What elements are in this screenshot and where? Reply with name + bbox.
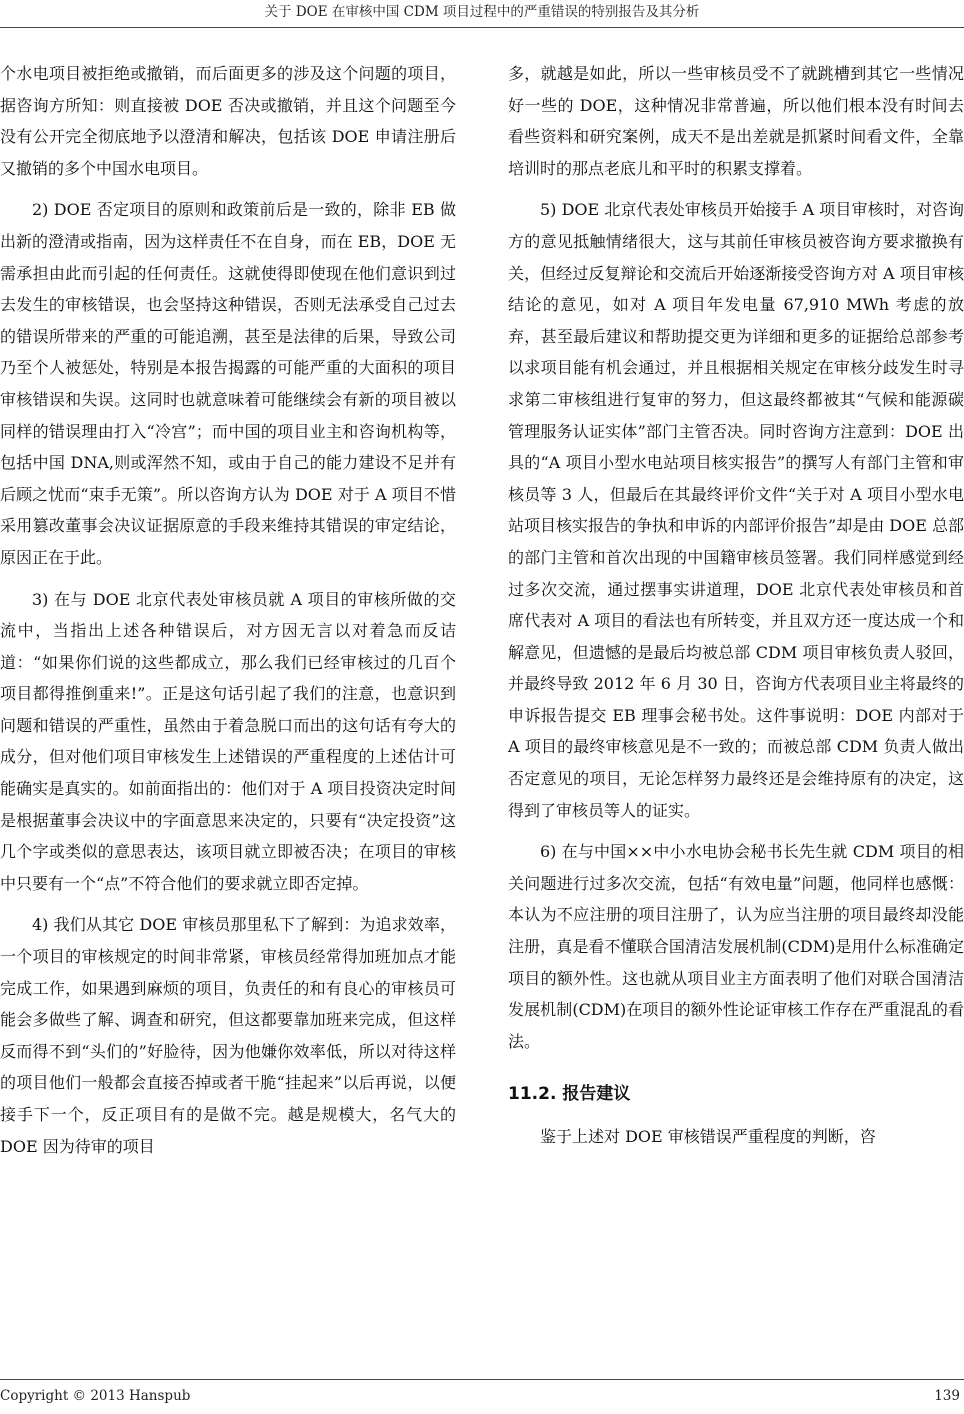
section-number: 11.2. bbox=[508, 1084, 557, 1105]
paragraph-point-5: 5) DOE 北京代表处审核员开始接手 A 项目审核时，对咨询方的意见抵触情绪很大，这与其前任审核员被咨询方要求撤换有关，但经过反复辩论和交流后开始逐渐接受咨询方对 A 项目审核结论的意见，如对 A 项目年发电量 67,910 MWh 考虑的放弃，甚至最后建议和帮助提交更为详细和更多的证据给总部参考以求项目能有机会通过，并且根据相关规定在审核分歧发生时寻求第二审核组进行复审的努力，但这最终都被其“气候和能源碳管理服务认证实体”部门主管否决。同时咨询方注意到：DOE 出具的“A 项目小型水电站项目核实报告”的撰写人有部门主管和审核员等 3 人，但最后在其最终评价文件“关于对 A 项目小型水电站项目核实报告的争执和申诉的内部评价报告”却是由 DOE 总部的部门主管和首次出现的中国籍审核员签署。我们同样感觉到经过多次交流，通过摆事实讲道理，DOE 北京代表处审核员和首席代表对 A 项目的看法也有所转变，并且双方还一度达成一个和解意见，但遗憾的是最后均被总部 CDM 项目审核负责人驳回，并最终导致 2012 年 6 月 30 日，咨询方代表项目业主将最终的申诉报告提交 EB 理事会秘书处。这件事说明：DOE 内部对于 A 项目的最终审核意见是不一致的；而被总部 CDM 负责人做出否定意见的项目，无论怎样努力最终还是会维持原有的决定，这得到了审核员等人的证实。 bbox=[508, 200, 964, 820]
right-column bbox=[508, 58, 964, 1163]
running-title: 关于 DOE 在审核中国 CDM 项目过程中的严重错误的特别报告及其分析 bbox=[264, 4, 700, 20]
running-header bbox=[0, 0, 964, 26]
section-heading bbox=[508, 1079, 964, 1109]
paragraph-continued: 个水电项目被拒绝或撤销，而后面更多的涉及这个问题的项目，据咨询方所知：则直接被 DOE 否决或撤销，并且这个问题至今没有公开完全彻底地予以澄清和解决，包括该 DOE 申请注册后又撤销的多个中国水电项目。 bbox=[0, 64, 456, 178]
page-number: 139 bbox=[934, 1388, 960, 1404]
footer-rule bbox=[0, 1379, 964, 1380]
paragraph-continued-right: 多，就越是如此，所以一些审核员受不了就跳槽到其它一些情况好一些的 DOE，这种情况非常普遍，所以他们根本没有时间去看些资料和研究案例，成天不是出差就是抓紧时间看文件，全靠培训时的那点老底儿和平时的积累支撑着。 bbox=[508, 64, 964, 178]
section-title: 报告建议 bbox=[562, 1084, 631, 1105]
paragraph-point-4: 4) 我们从其它 DOE 审核员那里私下了解到：为追求效率，一个项目的审核规定的时间非常紧，审核员经常得加班加点才能完成工作，如果遇到麻烦的项目，负责任的和有良心的审核员可能会多做些了解、调查和研究，但这都要靠加班来完成，但这样反而得不到“头们的”好脸待，因为他嫌你效率低，所以对待这样的项目他们一般都会直接否掉或者干脆“挂起来”以后再说，以便接手下一个，反正项目有的是做不完。越是规模大，名气大的 DOE 因为待审的项目 bbox=[0, 915, 456, 1156]
paragraph-point-2: 2) DOE 否定项目的原则和政策前后是一致的，除非 EB 做出新的澄清或指南，因为这样责任不在自身，而在 EB，DOE 无需承担由此而引起的任何责任。这就使得即使现在他们意识到过去发生的审核错误，也会坚持这种错误，否则无法承受自己过去的错误所带来的严重的可能追溯，甚至是法律的后果，导致公司乃至个人被惩处，特别是本报告揭露的可能严重的大面积的项目审核错误和失误。这同时也就意味着可能继续会有新的项目被以同样的错误理由打入“冷宫”；而中国的项目业主和咨询机构等，包括中国 DNA,则或浑然不知，或由于自己的能力建设不足并有后顾之忧而“束手无策”。所以咨询方认为 DOE 对于 A 项目不惜采用篡改董事会决议证据原意的手段来维持其错误的审定结论，原因正在于此。 bbox=[0, 200, 456, 567]
paragraph-point-6: 6) 在与中国××中小水电协会秘书长先生就 CDM 项目的相关问题进行过多次交流，包括“有效电量”问题，他同样也感慨：本认为不应注册的项目注册了，认为应当注册的项目最终却没能注册，真是看不懂联合国清洁发展机制(CDM)是用什么标准确定项目的额外性。这也就从项目业主方面表明了他们对联合国清洁发展机制(CDM)在项目的额外性论证审核工作存在严重混乱的看法。 bbox=[508, 842, 964, 1051]
header-rule bbox=[0, 27, 964, 28]
paragraph-point-3: 3) 在与 DOE 北京代表处审核员就 A 项目的审核所做的交流中，当指出上述各种错误后，对方因无言以对着急而反诘道：“如果你们说的这些都成立，那么我们已经审核过的几百个项目都得推倒重来!”。正是这句话引起了我们的注意，也意识到问题和错误的严重性，虽然由于着急脱口而出的这句话有夸大的成分，但对他们项目审核发生上述错误的严重程度的上述估计可能确实是真实的。如前面指出的：他们对于 A 项目投资决定时间是根据董事会决议中的字面意思来决定的，只要有“决定投资”这几个字或类似的意思表达，该项目就立即被否决；在项目的审核中只要有一个“点”不符合他们的要求就立即否定掉。 bbox=[0, 589, 456, 893]
left-column bbox=[0, 58, 456, 1172]
section-first-line: 鉴于上述对 DOE 审核错误严重程度的判断，咨 bbox=[540, 1127, 876, 1147]
copyright-notice: Copyright © 2013 Hanspub bbox=[0, 1388, 191, 1404]
